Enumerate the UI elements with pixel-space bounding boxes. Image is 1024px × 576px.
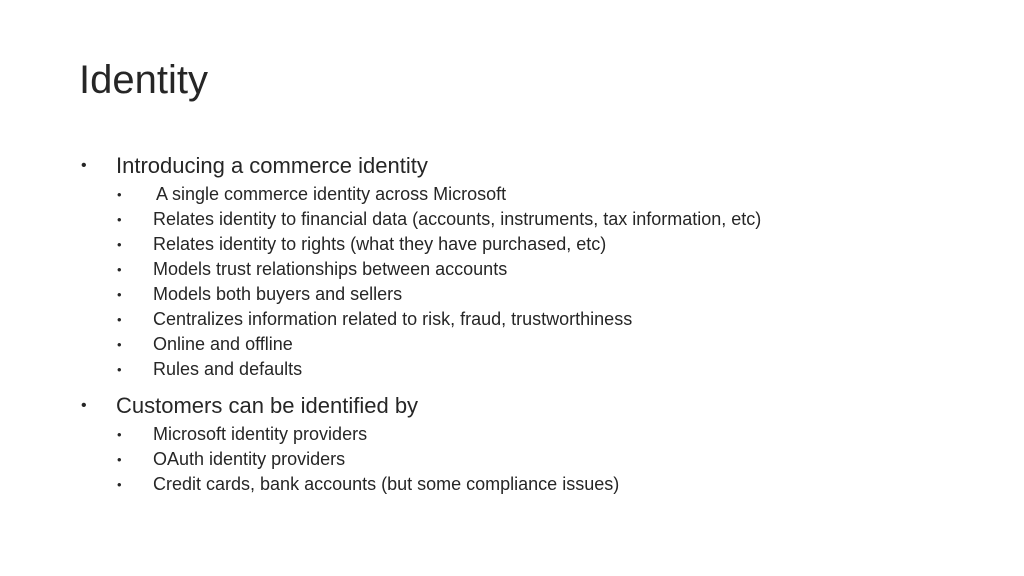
sub-bullet-text: Online and offline <box>153 334 293 354</box>
sub-bullet-item <box>79 332 979 357</box>
sub-bullet-text: Relates identity to financial data (accounts, instruments, tax information, etc) <box>153 209 762 229</box>
sub-bullet-text: OAuth identity providers <box>153 449 346 469</box>
bullet-icon: • <box>117 287 122 302</box>
bullet-icon: • <box>117 262 122 277</box>
sub-bullet-text: Rules and defaults <box>153 359 303 379</box>
sub-bullet-item <box>79 472 979 497</box>
sub-bullet-text: Models both buyers and sellers <box>153 284 403 304</box>
bullet-level1-customers-identified <box>79 390 979 422</box>
bullet-level1-commerce-identity <box>79 150 979 182</box>
sub-bullet-text: A single commerce identity across Microsoft <box>156 184 507 204</box>
sub-bullet-list <box>79 422 979 497</box>
bullet-text: Customers can be identified by <box>116 393 419 418</box>
bullet-icon: • <box>117 452 122 467</box>
bullet-icon: • <box>117 237 122 252</box>
sub-bullet-text: Relates identity to rights (what they have purchased, etc) <box>153 234 607 254</box>
bullet-icon: • <box>117 312 122 327</box>
sub-bullet-list <box>79 182 979 382</box>
sub-bullet-item <box>79 447 979 472</box>
sub-bullet-item <box>79 257 979 282</box>
bullet-icon: • <box>117 477 122 492</box>
sub-bullet-item <box>79 232 979 257</box>
bullet-icon: • <box>117 427 122 442</box>
slide-title: Identity <box>79 58 208 102</box>
sub-bullet-text: Microsoft identity providers <box>153 424 368 444</box>
bullet-icon: • <box>81 397 87 414</box>
bullet-text: Introducing a commerce identity <box>116 153 428 178</box>
sub-bullet-text: Models trust relationships between accounts <box>153 259 508 279</box>
sub-bullet-item <box>79 357 979 382</box>
bullet-icon: • <box>117 337 122 352</box>
sub-bullet-item <box>79 422 979 447</box>
bullet-icon: • <box>81 157 87 174</box>
bullet-icon: • <box>117 212 122 227</box>
bullet-icon: • <box>117 187 122 202</box>
sub-bullet-item <box>79 282 979 307</box>
sub-bullet-text: Centralizes information related to risk, fraud, trustworthiness <box>153 309 633 329</box>
sub-bullet-item <box>79 207 979 232</box>
sub-bullet-text: Credit cards, bank accounts (but some compliance issues) <box>153 474 620 494</box>
sub-bullet-item <box>79 307 979 332</box>
bullet-icon: • <box>117 362 122 377</box>
sub-bullet-item <box>79 182 979 207</box>
slide-content <box>79 150 979 505</box>
